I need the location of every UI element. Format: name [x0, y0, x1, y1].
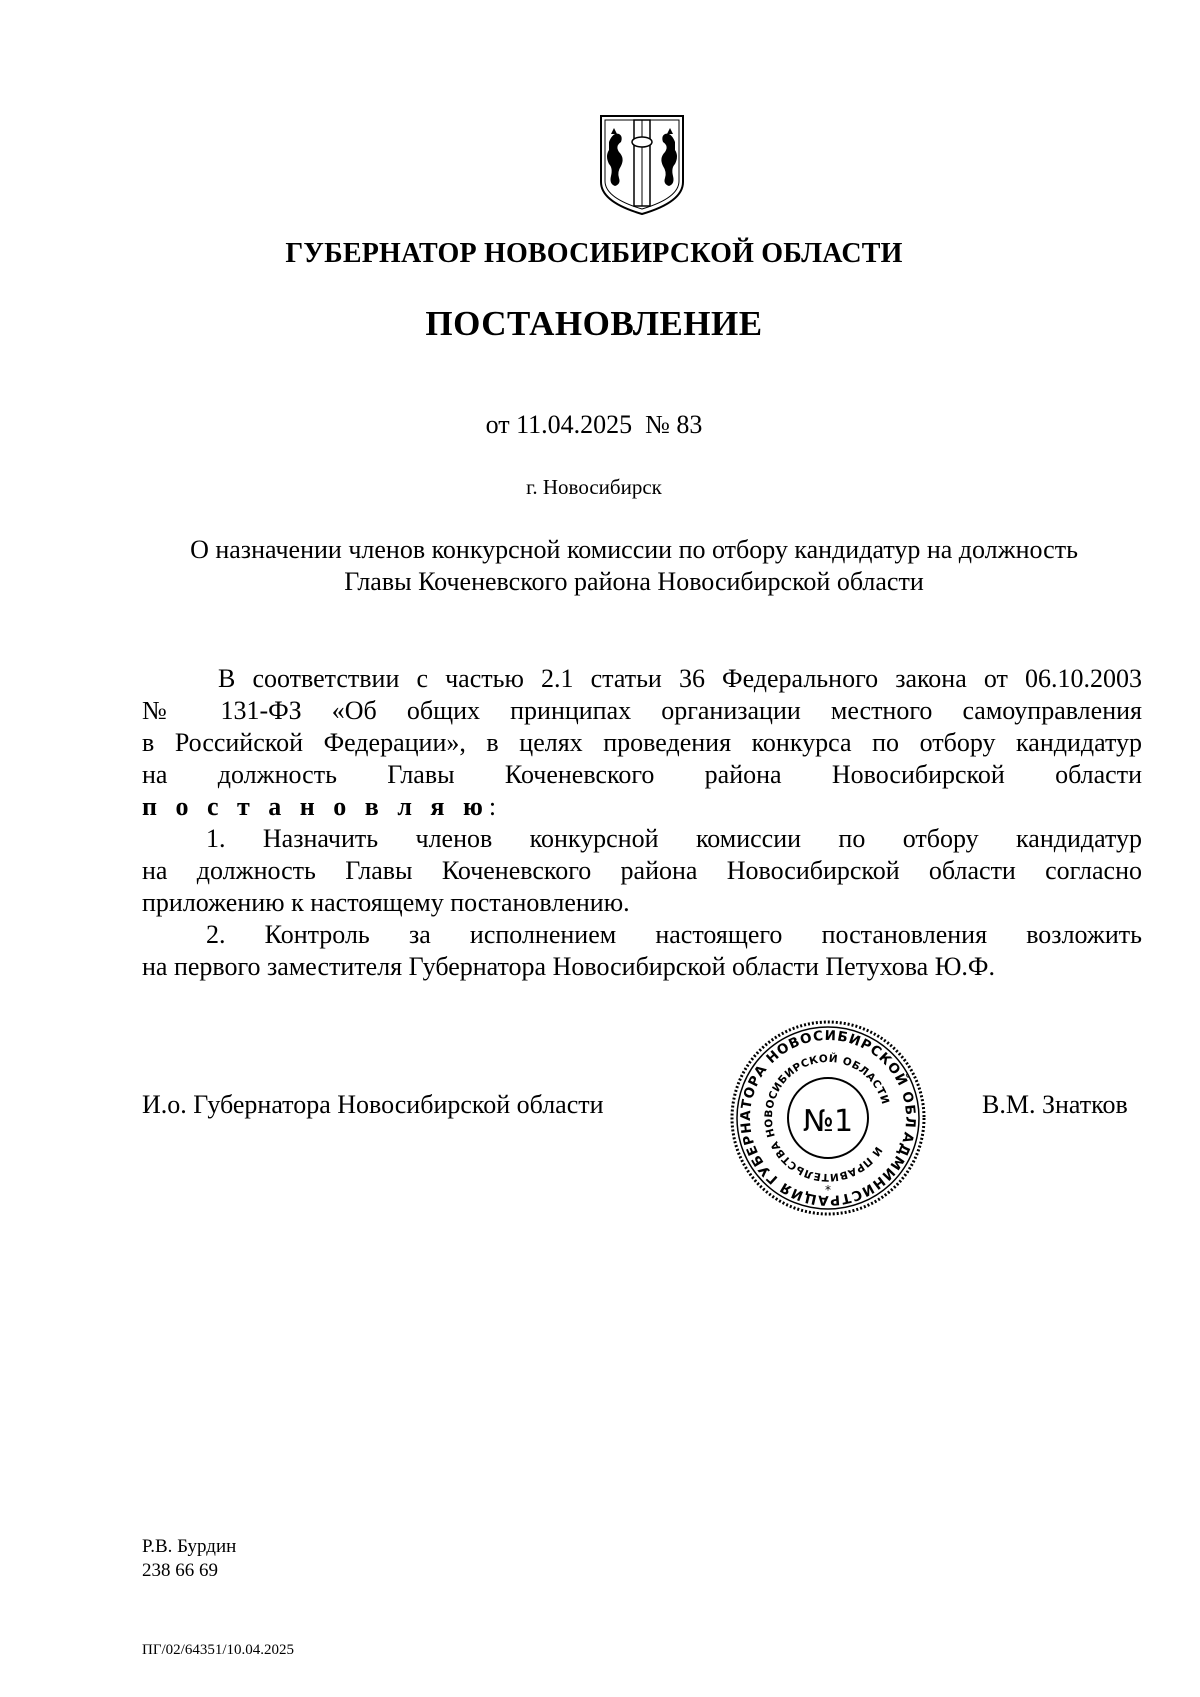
item-1-line-3: приложению к настоящему постановлению. — [142, 888, 630, 917]
svg-text:*: * — [825, 1183, 831, 1197]
document-subject — [140, 534, 1128, 598]
executor-phone: 238 66 69 — [142, 1560, 218, 1581]
official-seal-icon — [728, 1018, 928, 1218]
subject-line-2: Главы Коченевского района Новосибирской области — [344, 567, 924, 596]
document-city: г. Новосибирск — [526, 475, 662, 499]
item-1-line-2: на должность Главы Коченевского района Новосибирской области согласно — [142, 856, 1142, 885]
seal-inner-text: И ПРАВИТЕЛЬСТВА НОВОСИБИРСКОЙ ОБЛАСТИ — [762, 1052, 892, 1184]
paragraph-1-line-2: № 131-ФЗ «Об общих принципах организации местного самоуправления — [142, 696, 1142, 725]
document-date-number: от 11.04.2025 № 83 — [485, 410, 703, 439]
signer-title: И.о. Губернатора Новосибирской области — [142, 1090, 604, 1119]
coat-of-arms-icon — [597, 112, 687, 218]
registration-number: ПГ/02/64351/10.04.2025 — [142, 1642, 295, 1658]
executor-name: Р.В. Бурдин — [142, 1536, 237, 1557]
item-1-line-1: 1. Назначить членов конкурсной комиссии по отбору кандидатур — [206, 824, 1142, 853]
subject-line-1: О назначении членов конкурсной комиссии по отбору кандидатур на должность — [190, 535, 1078, 564]
seal-outer-text: АДМИНИСТРАЦИЯ ГУБЕРНАТОРА НОВОСИБИРСКОЙ ОБЛАСТИ — [737, 1027, 919, 1209]
document-type: ПОСТАНОВЛЕНИЕ — [425, 304, 763, 343]
document-body — [142, 663, 1142, 983]
seal-number: №1 — [802, 1104, 854, 1139]
paragraph-1-line-4: на должность Главы Коченевского района Новосибирской области — [142, 760, 1142, 789]
issuing-authority: ГУБЕРНАТОР НОВОСИБИРСКОЙ ОБЛАСТИ — [285, 238, 903, 269]
decree-line — [142, 791, 1142, 823]
item-2-line-1: 2. Контроль за исполнением настоящего постановления возложить — [206, 920, 1142, 949]
item-2-line-2: на первого заместителя Губернатора Новосибирской области Петухова Ю.Ф. — [142, 952, 995, 981]
decree-word: п о с т а н о в л я ю — [142, 792, 489, 821]
paragraph-1-line-1: В соответствии с частью 2.1 статьи 36 Федерального закона от 06.10.2003 — [218, 664, 1142, 693]
signer-name: В.М. Знатков — [982, 1090, 1128, 1119]
paragraph-1-line-3: в Российской Федерации», в целях проведения конкурса по отбору кандидатур — [142, 728, 1142, 757]
decree-colon: : — [488, 792, 497, 821]
